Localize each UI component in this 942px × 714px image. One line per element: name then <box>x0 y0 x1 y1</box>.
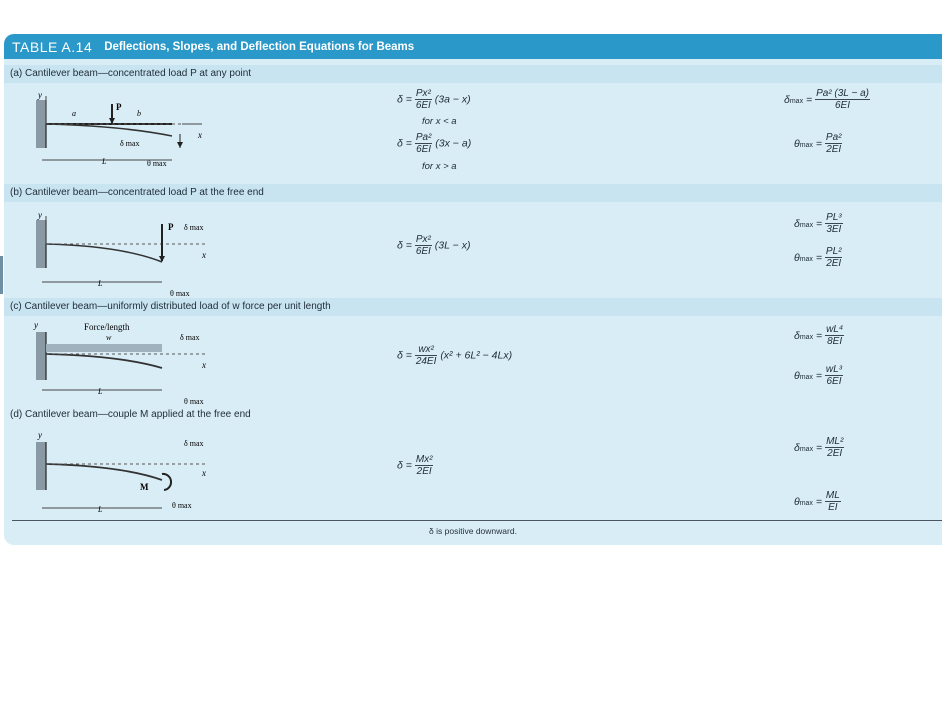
w-label: w <box>106 333 112 342</box>
tmax-c: θmax = $\frac{\text{wL³}}{6EI}$ <box>794 364 843 387</box>
bottom-rule <box>12 520 942 521</box>
theta-max-label-d: θ max <box>172 501 192 510</box>
table-code: TABLE A.14 <box>12 38 93 55</box>
dmax-b: δmax = $\frac{\text{PL³}}{3EI}$ <box>794 212 842 235</box>
delta-max-label-a: δ max <box>120 139 140 148</box>
y-axis-label-c: y <box>34 320 38 330</box>
page-edge-mark <box>0 256 3 294</box>
delta-max-label-b: δ max <box>184 223 204 232</box>
footnote: δ is positive downward. <box>429 526 517 536</box>
length-label-d: L <box>98 505 103 514</box>
x-axis-label-c: x <box>202 360 206 370</box>
cond-a1: for x < a <box>422 116 457 127</box>
distributed-load <box>46 344 162 352</box>
cond-a2: for x > a <box>422 161 457 172</box>
load-label-b: P <box>168 222 174 232</box>
eq-a2: δ = $\frac{\text{Pa²}}{6EI}$ (3x − a) <box>397 132 472 155</box>
a-label: a <box>72 109 76 118</box>
diagram-d <box>12 428 232 518</box>
load-label-a: P <box>116 102 122 112</box>
delta-max-label-c: δ max <box>180 333 200 342</box>
length-label-c: L <box>98 387 103 396</box>
length-label-a: L <box>102 157 107 166</box>
wall-a <box>36 100 46 148</box>
dmax-c: δmax = $\frac{\text{wL⁴}}{8EI}$ <box>794 324 844 347</box>
moment-label: M <box>140 482 149 492</box>
eq-c1: δ = $\frac{\text{wx²}}{24EI}$ (x² + 6L² − 4Lx) <box>397 344 513 367</box>
theta-max-label-c: θ max <box>184 397 204 406</box>
eq-a1: δ = $\frac{\text{Px²}}{6EI}$ (3a − x) <box>397 88 471 111</box>
x-axis-label-b: x <box>202 250 206 260</box>
table-header <box>4 34 942 59</box>
tmax-b: θmax = $\frac{\text{PL²}}{2EI}$ <box>794 246 842 269</box>
diagram-a <box>12 86 212 186</box>
y-axis-label-d: y <box>38 430 42 440</box>
tmax-d: θmax = $\frac{ML}{EI}$ <box>794 490 840 513</box>
b-label: b <box>137 109 141 118</box>
dmax-d: δmax = $\frac{\text{ML²}}{2EI}$ <box>794 436 844 459</box>
x-axis-label-a: x <box>198 130 202 140</box>
length-label-b: L <box>98 279 103 288</box>
diagram-b <box>12 206 232 306</box>
theta-max-label-a: θ max <box>147 159 167 168</box>
section-a-label: (a) Cantilever beam—concentrated load P at any point <box>4 65 942 83</box>
y-axis-label-a: y <box>38 90 42 100</box>
y-axis-label-b: y <box>38 210 42 220</box>
force-length-label: Force/length <box>84 322 130 332</box>
diagram-c <box>12 318 232 418</box>
wall-d <box>36 442 46 490</box>
table-title: Deflections, Slopes, and Deflection Equations for Beams <box>104 40 415 53</box>
theta-max-label-b: θ max <box>170 289 190 298</box>
tmax-a: θmax = $\frac{\text{Pa²}}{2EI}$ <box>794 132 842 155</box>
couple-arc <box>162 474 171 490</box>
wall-c <box>36 332 46 380</box>
beam-table <box>4 34 942 545</box>
dmax-a: δmax = $\frac{\text{Pa² (3L − a)}}{6EI}$ <box>784 88 869 111</box>
eq-d1: δ = $\frac{\text{Mx²}}{2EI}$ <box>397 454 433 477</box>
eq-b1: δ = $\frac{\text{Px²}}{6EI}$ (3L − x) <box>397 234 471 257</box>
section-c-label: (c) Cantilever beam—uniformly distributed load of w force per unit length <box>4 298 942 316</box>
section-d-label: (d) Cantilever beam—couple M applied at the free end <box>10 409 251 420</box>
section-b-label: (b) Cantilever beam—concentrated load P at the free end <box>4 184 942 202</box>
x-axis-label-d: x <box>202 468 206 478</box>
delta-max-label-d: δ max <box>184 439 204 448</box>
wall-b <box>36 220 46 268</box>
